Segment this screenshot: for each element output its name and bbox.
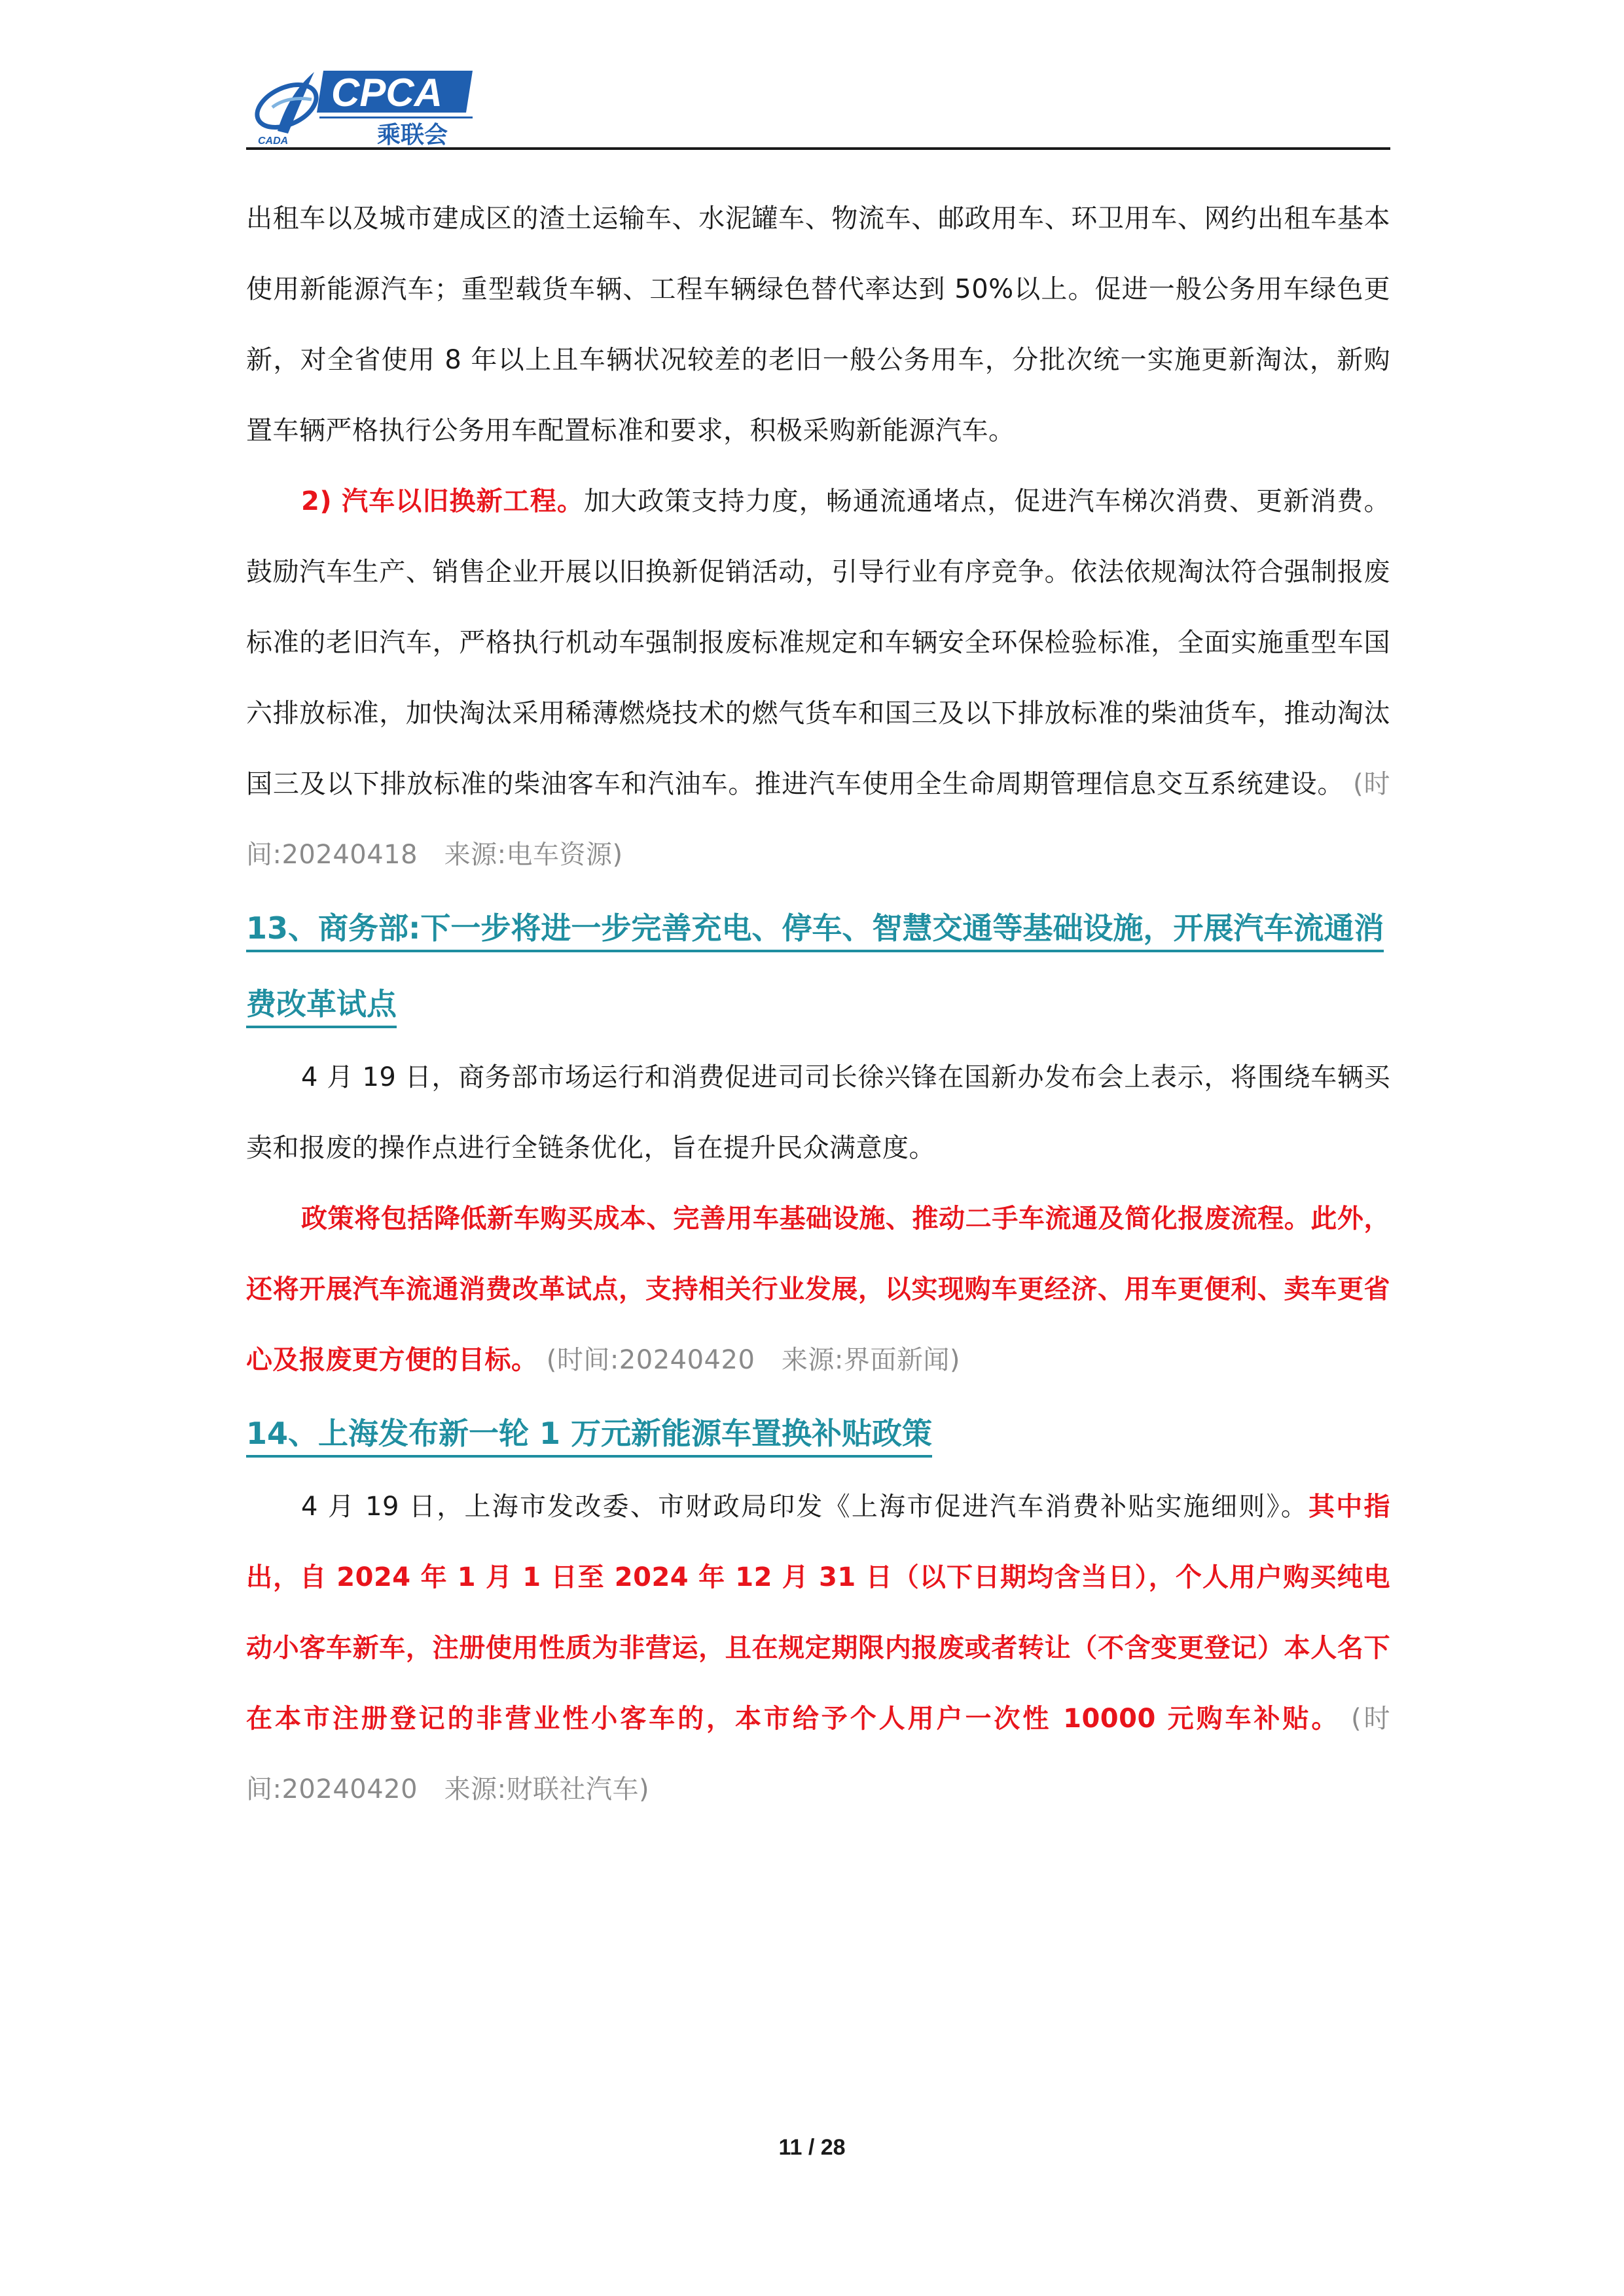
paragraph-text: 加大政策支持力度，畅通流通堵点，促进汽车梯次消费、更新消费。鼓励汽车生产、销售企业开展以旧换新促销活动，引导行业有序竞争。依法依规淘汰符合强制报废标准的老旧汽车，严格执行机动车强制报废标准规定和车辆安全环保检验标准，全面实施重型车国六排放标准，加快淘汰采用稀薄燃烧技术的燃气货车和国三及以下排放标准的柴油货车，推动淘汰国三及以下排放标准的柴油客车和汽油车。推进汽车使用全生命周期管理信息交互系统建设。 [246,486,1391,799]
logo-title: CPCA [331,71,443,115]
cpca-logo [246,65,482,148]
source-note: (时间:20240418 来源:电车资源) [246,769,1391,870]
section-heading-14 [246,1395,1390,1471]
paragraph-2 [246,466,1390,890]
paragraph-5 [246,1471,1390,1825]
paragraph-text: 4 月 19 日，上海市发改委、市财政局印发《上海市促进汽车消费补贴实施细则》。 [301,1492,1309,1522]
cpca-logo-graphic [246,65,482,148]
document-body [246,183,1390,1825]
emphasis-text: 2) 汽车以旧换新工程。 [301,486,584,516]
page-header [246,65,1390,149]
heading-text: 13、商务部:下一步将进一步完善充电、停车、智慧交通等基础设施，开展汽车流通消费改革试点 [246,910,1384,1028]
emphasis-text: 政策将包括降低新车购买成本、完善用车基础设施、推动二手车流通及简化报废流程。此外，还将开展汽车流通消费改革试点，支持相关行业发展，以实现购车更经济、用车更便利、卖车更省心及报废更方便的目标。 [246,1204,1390,1375]
source-note: (时间:20240420 来源:界面新闻) [537,1345,960,1375]
logo-small-text: CADA [258,135,289,147]
section-heading-13 [246,890,1390,1042]
source-note: (时间:20240420 来源:财联社汽车) [246,1704,1390,1804]
paragraph-3: 4 月 19 日，商务部市场运行和消费促进司司长徐兴锋在国新办发布会上表示，将围绕车辆买卖和报废的操作点进行全链条优化，旨在提升民众满意度。 [246,1062,1390,1163]
header-divider [246,147,1390,150]
logo-subtitle: 乘联会 [377,122,448,148]
heading-text: 14、上海发布新一轮 1 万元新能源车置换补贴政策 [246,1416,932,1458]
emphasis-text: 其中指出，自 2024 年 1 月 1 日至 2024 年 12 月 31 日（以下日期均含当日），个人用户购买纯电动小客车新车，注册使用性质为非营运，且在规定期限内报废或者转让（不含变更登记）本人名下在本市注册登记的非营业性小客车的，本市给予个人用户一次性 10000 元购车补贴。 [246,1492,1391,1734]
paragraph-4 [246,1183,1390,1395]
page-number: 11 / 28 [778,2135,846,2160]
paragraph-1: 出租车以及城市建成区的渣土运输车、水泥罐车、物流车、邮政用车、环卫用车、网约出租车基本使用新能源汽车；重型载货车辆、工程车辆绿色替代率达到 50%以上。促进一般公务用车绿色更新，对全省使用 8 年以上且车辆状况较差的老旧一般公务用车，分批次统一实施更新淘汰，新购置车辆严格执行公务用车配置标准和要求，积极采购新能源汽车。 [246,204,1390,446]
